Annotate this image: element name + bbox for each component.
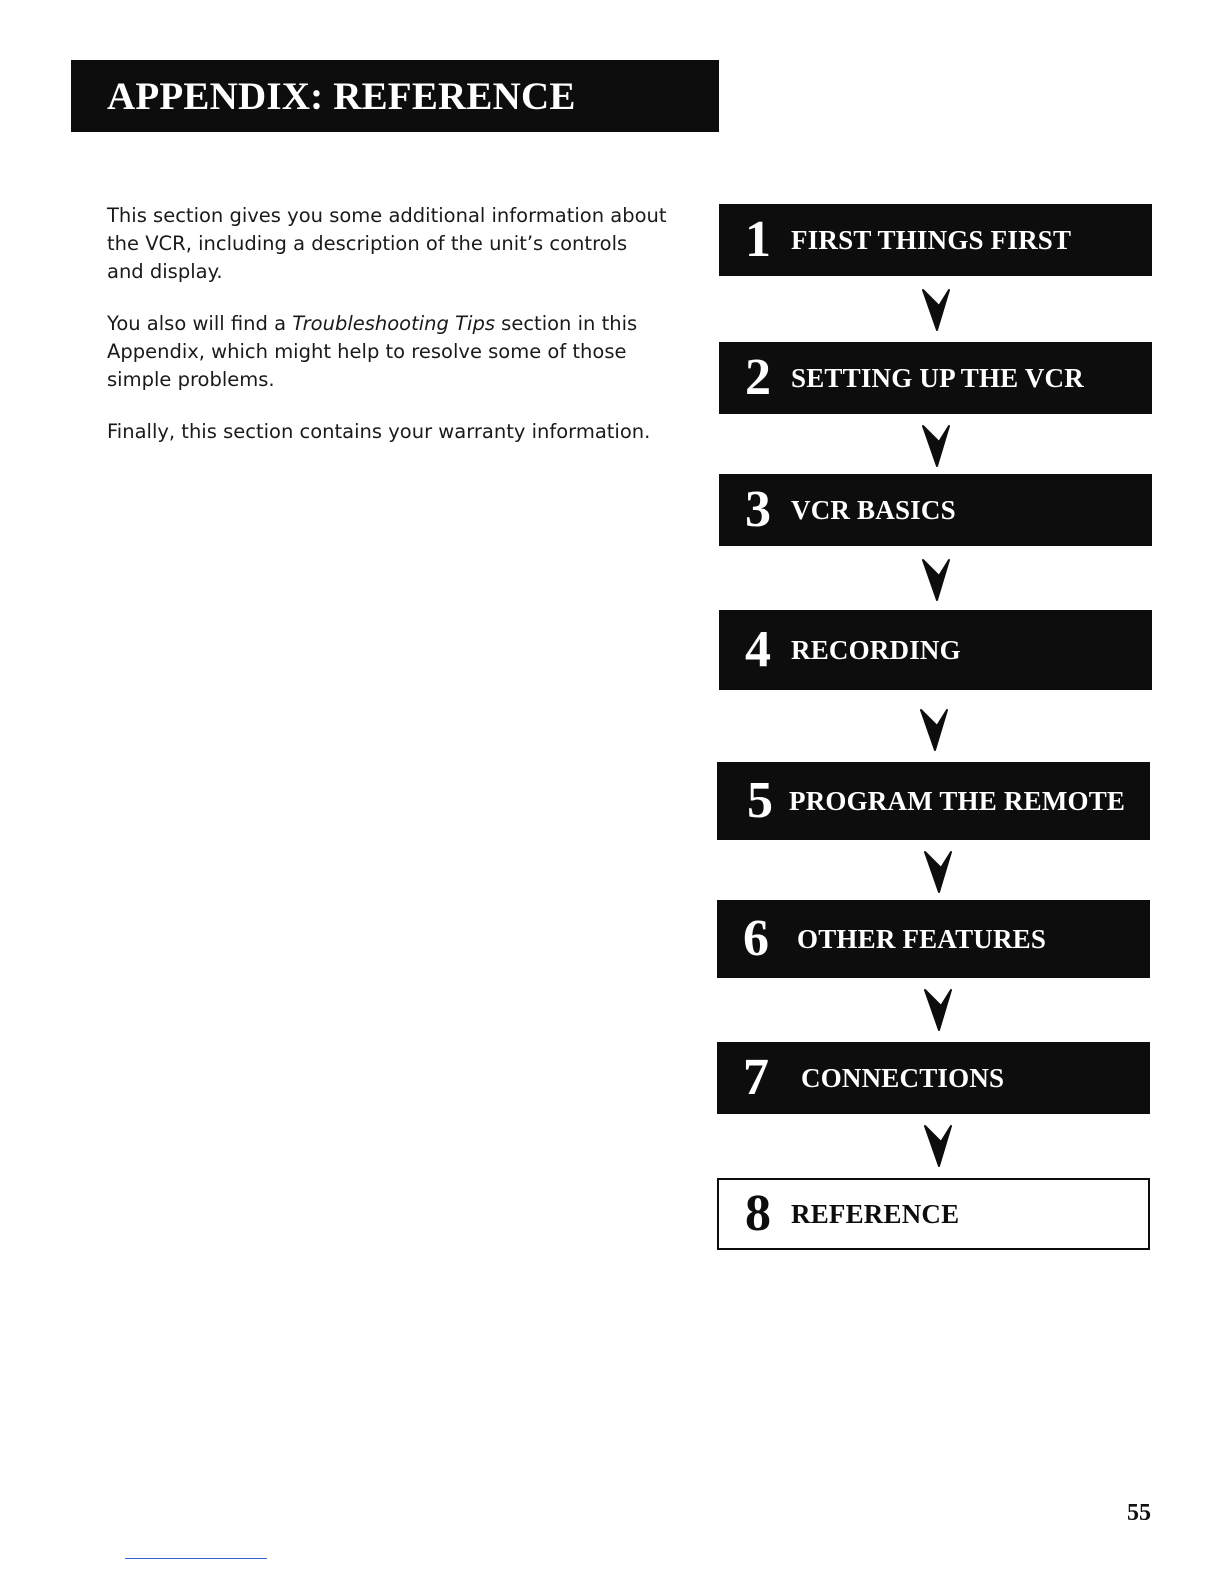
chapter-label: SETTING UP THE VCR — [791, 362, 1084, 393]
chapter-label: OTHER FEATURES — [797, 923, 1047, 954]
chapter-number: 6 — [743, 910, 769, 967]
page-title: APPENDIX: REFERENCE — [107, 74, 576, 118]
chapter-number: 8 — [745, 1185, 771, 1242]
chapter-7-connections[interactable] — [717, 1042, 1150, 1114]
intro-paragraph-2: You also will find a Troubleshooting Tips section in this Appendix, which might help to resolve some of those simple problems. — [107, 312, 638, 391]
intro-paragraph-3: Finally, this section contains your warranty information. — [107, 420, 651, 443]
footer-rule — [125, 1558, 267, 1559]
chapter-number: 4 — [745, 621, 771, 678]
chapter-6-other-features[interactable] — [717, 900, 1150, 978]
chapter-8-reference-current[interactable] — [717, 1178, 1150, 1250]
chapter-3-vcr-basics[interactable] — [719, 474, 1152, 546]
down-arrow-icon — [923, 850, 953, 894]
chapter-number: 3 — [745, 481, 771, 538]
chapter-5-program-the-remote[interactable] — [717, 762, 1150, 840]
chapter-4-recording[interactable] — [719, 610, 1152, 690]
down-arrow-icon — [921, 424, 951, 468]
chapter-label: REFERENCE — [791, 1198, 960, 1229]
intro-text — [107, 202, 667, 470]
down-arrow-icon — [923, 988, 953, 1032]
down-arrow-icon — [923, 1124, 953, 1168]
troubleshooting-tips-ref: Troubleshooting Tips — [292, 312, 495, 335]
down-arrow-icon — [921, 558, 951, 602]
chapter-label: CONNECTIONS — [801, 1062, 1005, 1093]
down-arrow-icon — [921, 288, 951, 332]
page-number: 55 — [1127, 1500, 1151, 1526]
chapter-label: VCR BASICS — [791, 494, 956, 525]
chapter-number: 5 — [747, 772, 773, 829]
chapter-number: 7 — [743, 1049, 769, 1106]
chapter-label: PROGRAM THE REMOTE — [789, 785, 1126, 816]
chapter-label: RECORDING — [791, 634, 961, 665]
chapter-2-setting-up-the-vcr[interactable] — [719, 342, 1152, 414]
chapter-label: FIRST THINGS FIRST — [791, 224, 1072, 255]
chapter-number: 1 — [745, 211, 771, 268]
down-arrow-icon — [919, 708, 949, 752]
section-header-bar — [71, 60, 719, 132]
chapter-number: 2 — [745, 349, 771, 406]
intro-paragraph-1: This section gives you some additional information about the VCR, including a description of the unit’s controls and display. — [107, 204, 667, 283]
chapter-1-first-things-first[interactable] — [719, 204, 1152, 276]
